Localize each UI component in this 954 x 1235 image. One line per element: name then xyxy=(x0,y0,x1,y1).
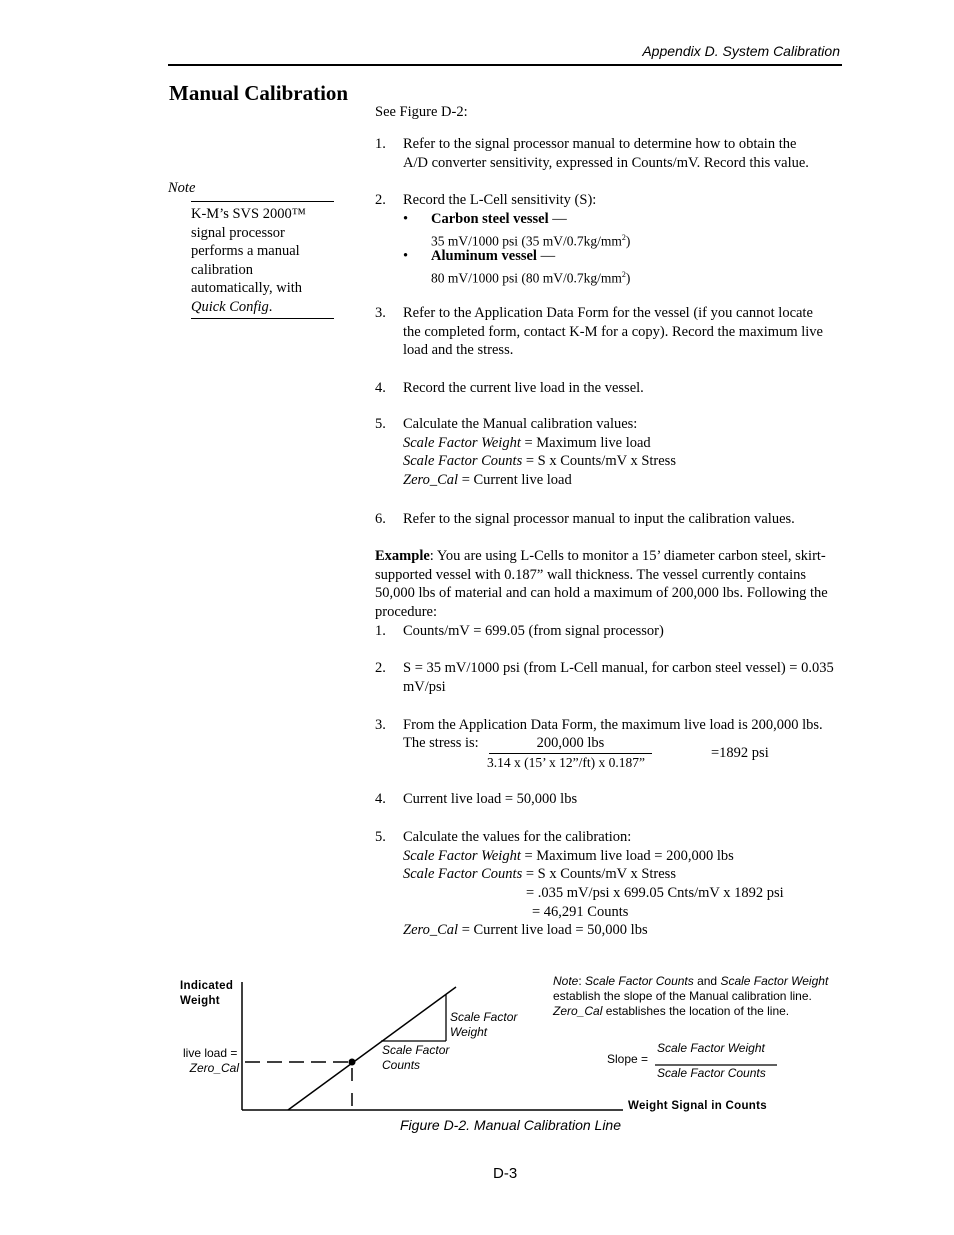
intro-text: See Figure D-2: xyxy=(375,104,468,120)
calc-line: Scale Factor Counts = S x Counts/mV x Stress xyxy=(403,866,676,882)
slope-label: Slope = xyxy=(607,1052,649,1066)
note-line: K-M’s SVS 2000™ xyxy=(191,206,306,222)
example-paragraph: Example: You are using L-Cells to monitor a 15’ diameter carbon steel, skirt- supported vessel with 0.187” wall thickness. The vessel currently contains 50,000 lbs of material and can hold a maximum of 200,000 lbs. Following the procedure: xyxy=(375,548,828,620)
stress-denominator: 3.14 x (15’ x 12”/ft) x 0.187” xyxy=(487,755,645,770)
example-step-text: From the Application Data Form, the maximum live load is 200,000 lbs. xyxy=(403,717,823,733)
example-step-number: 5. xyxy=(375,829,386,845)
note-label: Note xyxy=(168,180,196,196)
figure-note: Note: Scale Factor Counts and Scale Factor Weight establish the slope of the Manual calibration line. Zero_Cal establishes the location of the line. xyxy=(553,974,829,1018)
example-step-text: Current live load = 50,000 lbs xyxy=(403,791,578,807)
example-step-text: Calculate the values for the calibration: xyxy=(403,829,632,845)
example-step-number: 3. xyxy=(375,717,386,733)
stress-result: =1892 psi xyxy=(711,745,769,761)
calc-line: Scale Factor Weight = Maximum live load = 200,000 lbs xyxy=(403,848,734,864)
scale-factor-counts-label: Scale Factor Counts xyxy=(382,1043,450,1072)
bullet-item: Carbon steel vessel — xyxy=(431,211,567,227)
bullet-value: 35 mV/1000 psi (35 $mV/0.7kg/mm^2$) xyxy=(431,233,631,249)
figure-caption: Figure D-2. Manual Calibration Line xyxy=(400,1117,621,1133)
bullet-value: 80 mV/1000 psi (80 $mV/0.7kg/mm^2$) xyxy=(431,270,631,286)
step-text: Refer to the signal processor manual to determine how to obtain the A/D converter sensitivity, expressed in Counts/mV. Record this value. xyxy=(403,136,809,171)
note-line: Quick Config. xyxy=(191,298,273,315)
step-text: Refer to the signal processor manual to input the calibration values. xyxy=(403,511,795,527)
section-title: Manual Calibration xyxy=(169,81,349,105)
bullet-mark: • xyxy=(403,211,409,227)
formula-line: Scale Factor Counts = S x Counts/mV x Stress xyxy=(403,453,676,470)
page-number: D-3 xyxy=(493,1165,518,1182)
zero-cal-label: live load = Zero_Cal xyxy=(183,1046,239,1075)
step-text: Record the current live load in the vessel. xyxy=(403,380,644,396)
note-line: performs a manual xyxy=(191,243,300,260)
step-number: 5. xyxy=(375,416,386,432)
note-line: calibration xyxy=(191,261,254,278)
step-text: Refer to the Application Data Form for the vessel (if you cannot locate the completed form, contact K-M for a copy). Record the maximum live load and the stress. xyxy=(403,305,823,359)
example-step-text: S = 35 mV/1000 psi (from L-Cell manual, for carbon steel vessel) = 0.035 mV/psi xyxy=(403,660,834,695)
example-step-number: 2. xyxy=(375,660,386,676)
example-label: Example xyxy=(375,548,430,564)
stress-label: The stress is: xyxy=(403,735,479,751)
running-header: Appendix D. System Calibration xyxy=(642,43,840,59)
slope-numerator: Scale Factor Weight xyxy=(657,1041,765,1055)
example-step-number: 4. xyxy=(375,791,386,807)
note-emphasis: Quick Config xyxy=(191,298,269,315)
step-number: 6. xyxy=(375,511,386,527)
scale-factor-weight-label: Scale Factor Weight xyxy=(450,1010,518,1039)
step-text: Calculate the Manual calibration values: Scale Factor Weight = Maximum live load Scale Factor Counts = S x Counts/mV x Stress Zero_Cal = Current live load xyxy=(403,416,676,488)
formula-line: Zero_Cal = Current live load xyxy=(403,471,572,488)
y-axis-label: Indicated Weight xyxy=(180,980,234,1007)
step-number: 4. xyxy=(375,380,386,396)
example-step-number: 1. xyxy=(375,623,386,639)
note-line: automatically, with xyxy=(191,280,303,297)
stress-numerator: 200,000 lbs xyxy=(489,734,652,754)
calc-line: = 46,291 Counts xyxy=(532,904,629,920)
step-text: Record the L-Cell sensitivity (S): xyxy=(403,192,597,208)
slope-denominator: Scale Factor Counts xyxy=(657,1066,766,1080)
step-number: 1. xyxy=(375,136,386,152)
zero-cal-point xyxy=(349,1059,356,1066)
bullet-item: Aluminum vessel — xyxy=(431,248,556,264)
calc-line: = .035 mV/psi x 699.05 Cnts/mV x 1892 psi xyxy=(526,885,784,901)
step-number: 3. xyxy=(375,305,386,321)
x-axis-label: Weight Signal in Counts xyxy=(628,1100,767,1112)
bullet-mark: • xyxy=(403,248,409,264)
formula-line: Scale Factor Weight = Maximum live load xyxy=(403,434,651,451)
calc-line: Zero_Cal = Current live load = 50,000 lbs xyxy=(403,922,648,938)
example-step-text: Counts/mV = 699.05 (from signal processor) xyxy=(403,623,664,639)
note-line: signal processor xyxy=(191,224,285,241)
step-number: 2. xyxy=(375,192,386,208)
